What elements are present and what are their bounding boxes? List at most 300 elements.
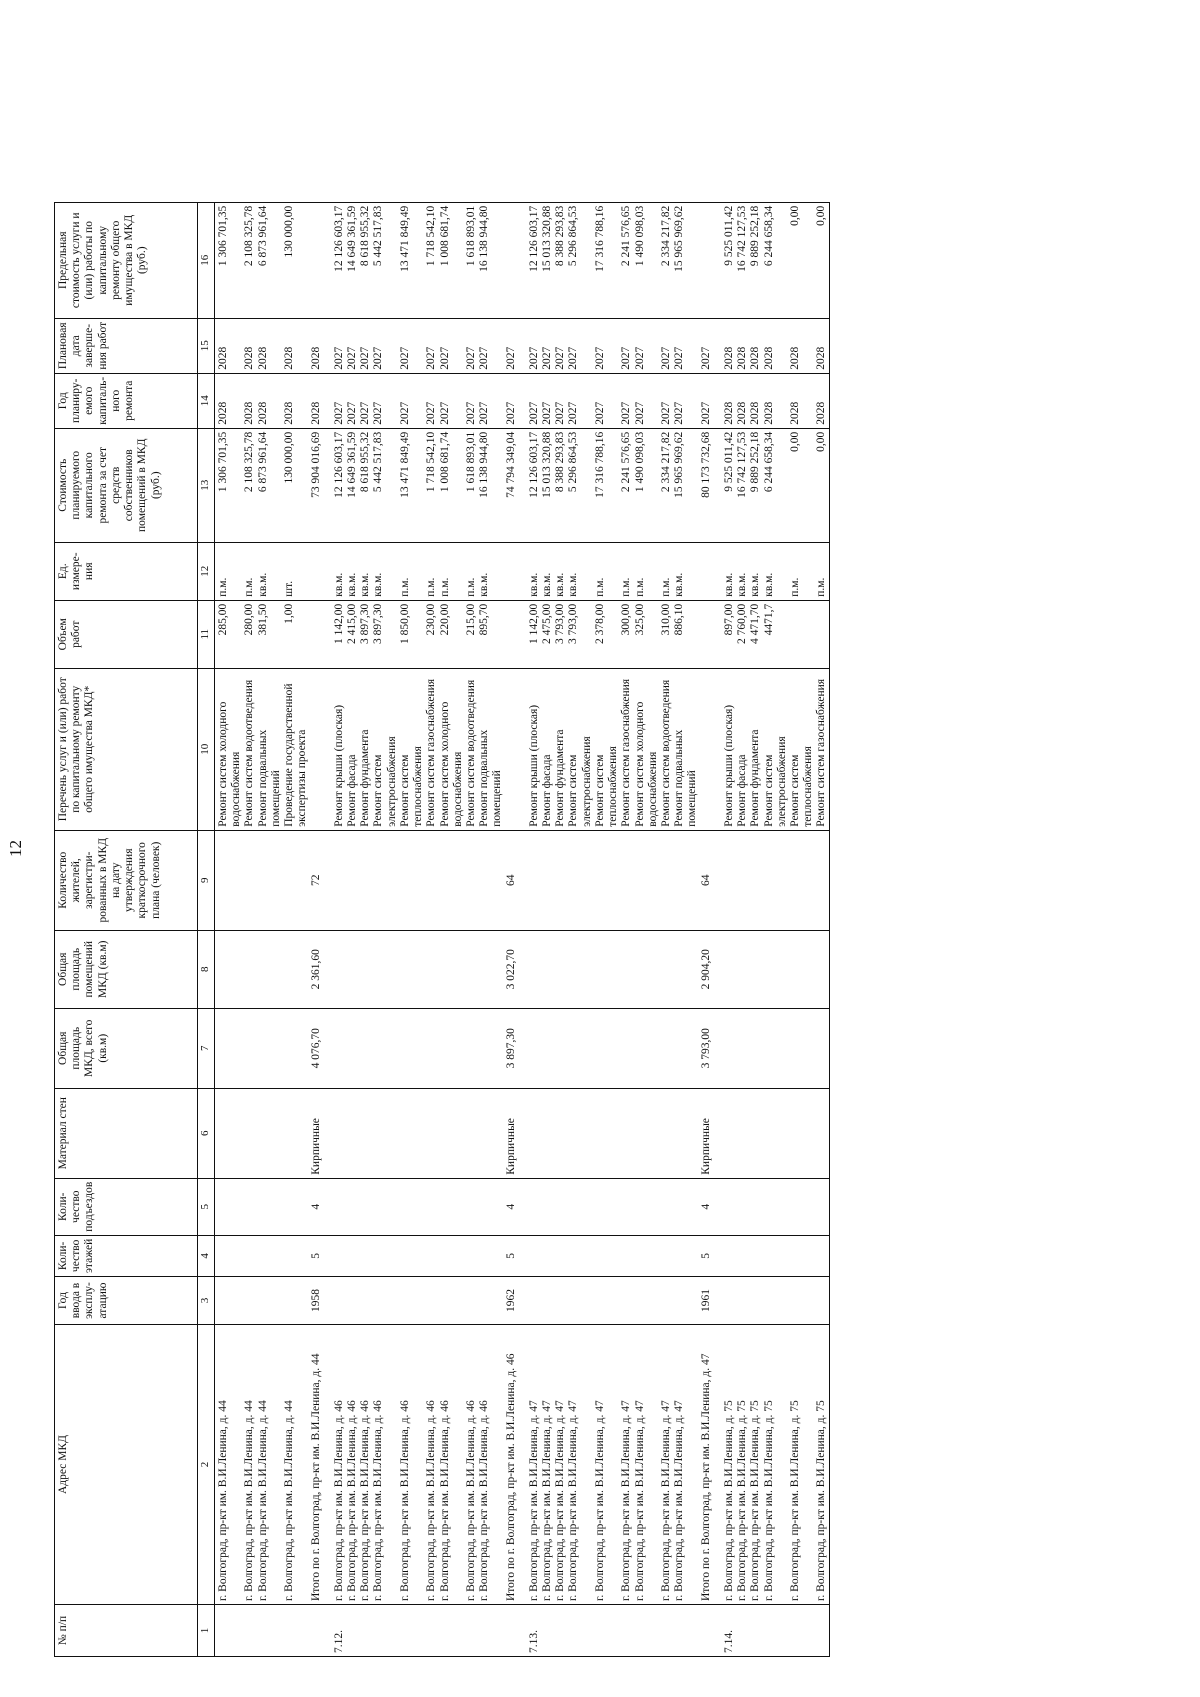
table-cell — [372, 930, 398, 1008]
table-cell: 16 138 944,80 — [478, 202, 504, 318]
column-number: 13 — [198, 428, 215, 542]
table-cell — [673, 930, 699, 1008]
table-cell — [567, 930, 593, 1008]
spacer-cell — [518, 930, 528, 1008]
spacer-cell — [323, 1008, 333, 1088]
table-cell — [620, 1008, 633, 1088]
table-cell: 2 760,00 — [736, 600, 749, 668]
table-cell: 2027 — [541, 318, 554, 373]
table-cell — [372, 1008, 398, 1088]
table-cell — [425, 930, 438, 1008]
table-cell: 2027 — [439, 318, 465, 373]
table-cell — [333, 1235, 346, 1276]
table-cell — [749, 1277, 762, 1325]
table-row — [333, 202, 346, 1656]
table-row — [399, 202, 425, 1656]
table-cell: 1 718 542,10 — [425, 428, 438, 542]
table-cell: г. Волгоград, пр-кт им. В.И.Ленина, д. 44 — [243, 1325, 256, 1605]
table-cell — [478, 1088, 504, 1178]
table-cell: кв.м. — [528, 542, 541, 600]
table-cell: Ремонт фасада — [736, 668, 749, 830]
table-cell: 2028 — [723, 373, 736, 428]
table-cell: 5 — [700, 1235, 713, 1276]
table-cell — [541, 1277, 554, 1325]
table-row — [554, 202, 567, 1656]
table-cell: 1962 — [505, 1277, 518, 1325]
table-cell: 1 618 893,01 — [465, 428, 478, 542]
table-cell: 300,00 — [620, 600, 633, 668]
table-cell — [789, 930, 815, 1008]
table-cell — [425, 1008, 438, 1088]
table-row — [478, 202, 504, 1656]
table-cell: 2 334 217,82 — [660, 202, 673, 318]
table-cell — [620, 930, 633, 1008]
table-cell — [346, 830, 359, 930]
table-cell — [478, 1277, 504, 1325]
table-cell: г. Волгоград, пр-кт им. В.И.Ленина, д. 47 — [620, 1325, 633, 1605]
table-cell: Ремонт систем теплоснабжения — [594, 668, 620, 830]
table-cell — [749, 830, 762, 930]
table-cell — [505, 1605, 518, 1657]
table-cell — [372, 1178, 398, 1235]
table-cell — [425, 1277, 438, 1325]
table-cell — [465, 1008, 478, 1088]
spacer-cell — [713, 542, 723, 600]
table-cell — [723, 830, 736, 930]
page-number: 12 — [6, 840, 25, 857]
table-cell — [789, 1605, 815, 1657]
column-header: Материал стен — [55, 1088, 198, 1178]
table-cell — [425, 1088, 438, 1178]
table-cell: 2027 — [372, 318, 398, 373]
spacer-cell — [713, 830, 723, 930]
table-cell: 2027 — [554, 318, 567, 373]
table-cell — [283, 1277, 309, 1325]
table-cell — [257, 1178, 283, 1235]
table-cell — [505, 542, 518, 600]
table-cell: 2028 — [283, 373, 309, 428]
table-cell — [283, 1178, 309, 1235]
table-cell — [257, 1008, 283, 1088]
spacer-cell — [323, 428, 333, 542]
table-cell: Ремонт систем газоснабжения — [620, 668, 633, 830]
column-header: Объем работ — [55, 600, 198, 668]
table-cell — [310, 542, 323, 600]
table-cell: 2028 — [310, 373, 323, 428]
table-cell: г. Волгоград, пр-кт им. В.И.Ленина, д. 46 — [346, 1325, 359, 1605]
table-cell — [736, 830, 749, 930]
table-cell — [594, 1088, 620, 1178]
table-cell — [789, 1178, 815, 1235]
table-cell: 2 378,00 — [594, 600, 620, 668]
table-cell — [478, 830, 504, 930]
table-cell: 73 904 016,69 — [310, 428, 323, 542]
spacer-cell — [713, 1008, 723, 1088]
table-cell: 220,00 — [439, 600, 465, 668]
table-cell — [283, 930, 309, 1008]
repair-plan-table — [54, 202, 830, 1657]
table-cell — [567, 1088, 593, 1178]
table-cell: 2027 — [465, 373, 478, 428]
table-cell — [425, 1605, 438, 1657]
table-cell — [634, 1605, 660, 1657]
table-cell: 2 361,60 — [310, 930, 323, 1008]
table-cell: 1961 — [700, 1277, 713, 1325]
table-cell — [815, 830, 829, 930]
table-cell — [333, 930, 346, 1008]
table-cell: 2028 — [243, 373, 256, 428]
spacer-cell — [713, 1325, 723, 1605]
table-cell — [346, 930, 359, 1008]
spacer-cell — [518, 600, 528, 668]
table-cell: 2 108 325,78 — [243, 428, 256, 542]
column-number: 4 — [198, 1235, 215, 1276]
table-cell — [215, 830, 244, 930]
spacer-cell — [713, 668, 723, 830]
table-cell: 2028 — [283, 318, 309, 373]
table-cell — [749, 1178, 762, 1235]
table-cell: 3 793,00 — [554, 600, 567, 668]
table-cell: г. Волгоград, пр-кт им. В.И.Ленина, д. 75 — [749, 1325, 762, 1605]
table-row — [346, 202, 359, 1656]
table-cell — [257, 930, 283, 1008]
table-cell: 1 850,00 — [399, 600, 425, 668]
table-cell — [763, 1277, 789, 1325]
column-number: 16 — [198, 202, 215, 318]
table-cell: п.м. — [439, 542, 465, 600]
table-cell — [478, 1235, 504, 1276]
spacer-cell — [713, 930, 723, 1008]
table-cell: шт. — [283, 542, 309, 600]
table-cell: Ремонт систем водоотведения — [660, 668, 673, 830]
table-cell: 2027 — [528, 318, 541, 373]
table-cell — [567, 1178, 593, 1235]
table-cell: 2 904,20 — [700, 930, 713, 1008]
table-cell — [594, 1605, 620, 1657]
spacer-cell — [518, 1325, 528, 1605]
table-cell: 2028 — [215, 318, 244, 373]
table-cell: Ремонт систем теплоснабжения — [789, 668, 815, 830]
table-cell — [465, 930, 478, 1008]
table-cell — [372, 830, 398, 930]
table-cell — [620, 1277, 633, 1325]
table-cell — [815, 1605, 829, 1657]
table-cell — [399, 1235, 425, 1276]
table-cell — [257, 1605, 283, 1657]
table-cell: 381,50 — [257, 600, 283, 668]
column-header: Количество жителей, зарегистри-рованных в МКД на дату утверждения краткосрочного плана (человек) — [55, 830, 198, 930]
table-cell — [359, 1605, 372, 1657]
table-cell — [333, 1277, 346, 1325]
table-cell — [215, 1088, 244, 1178]
table-cell — [660, 830, 673, 930]
table-cell — [215, 1235, 244, 1276]
spacer-cell — [323, 1325, 333, 1605]
table-cell: 5 442 517,83 — [372, 428, 398, 542]
table-row — [359, 202, 372, 1656]
table-cell: 2 241 576,65 — [620, 428, 633, 542]
table-cell — [723, 1235, 736, 1276]
table-cell: 2027 — [660, 373, 673, 428]
table-cell — [541, 830, 554, 930]
table-cell: Ремонт фундамента — [554, 668, 567, 830]
table-cell — [620, 1178, 633, 1235]
table-cell — [283, 1235, 309, 1276]
table-cell — [763, 1605, 789, 1657]
table-cell: 13 471 849,49 — [399, 202, 425, 318]
table-cell: 2 475,00 — [541, 600, 554, 668]
table-cell: 3 897,30 — [372, 600, 398, 668]
spacer-cell — [323, 1178, 333, 1235]
table-cell: 74 794 349,04 — [505, 428, 518, 542]
table-cell — [399, 1605, 425, 1657]
table-cell: п.м. — [425, 542, 438, 600]
column-number: 14 — [198, 373, 215, 428]
table-body — [215, 202, 830, 1656]
table-cell: Ремонт подвальных помещений — [478, 668, 504, 830]
table-cell: Ремонт систем газоснабжения — [425, 668, 438, 830]
table-cell — [789, 1008, 815, 1088]
table-cell — [736, 1178, 749, 1235]
table-cell: г. Волгоград, пр-кт им. В.И.Ленина, д. 75 — [815, 1325, 829, 1605]
table-cell — [439, 1605, 465, 1657]
table-cell — [541, 1008, 554, 1088]
table-cell: 215,00 — [465, 600, 478, 668]
table-cell: 5 296 864,53 — [567, 202, 593, 318]
table-cell: Кирпичные — [505, 1088, 518, 1178]
table-cell — [541, 930, 554, 1008]
table-cell — [243, 1178, 256, 1235]
table-cell — [439, 1277, 465, 1325]
table-cell — [620, 830, 633, 930]
table-cell — [673, 1008, 699, 1088]
table-cell: 15 013 320,88 — [541, 202, 554, 318]
table-cell: 3 897,30 — [505, 1008, 518, 1088]
table-cell: 4 471,70 — [749, 600, 762, 668]
table-cell — [333, 1088, 346, 1178]
table-cell — [359, 1008, 372, 1088]
table-cell: 4 — [310, 1178, 323, 1235]
table-cell: 2028 — [736, 318, 749, 373]
table-cell — [310, 202, 323, 318]
table-cell: 7.12. — [333, 1605, 346, 1657]
table-cell — [528, 1235, 541, 1276]
table-cell — [749, 930, 762, 1008]
table-cell — [283, 1008, 309, 1088]
table-cell: 2028 — [215, 373, 244, 428]
table-cell: 15 965 969,62 — [673, 428, 699, 542]
spacer-cell — [713, 1235, 723, 1276]
spacer-cell — [518, 1277, 528, 1325]
table-cell: 2028 — [815, 318, 829, 373]
table-cell — [465, 1277, 478, 1325]
table-cell — [257, 830, 283, 930]
table-cell: г. Волгоград, пр-кт им. В.И.Ленина, д. 75 — [763, 1325, 789, 1605]
table-cell — [505, 600, 518, 668]
table-cell: г. Волгоград, пр-кт им. В.И.Ленина, д. 47 — [541, 1325, 554, 1605]
spacer-cell — [323, 202, 333, 318]
table-cell — [567, 1605, 593, 1657]
table-cell — [763, 1088, 789, 1178]
table-cell: 2027 — [425, 373, 438, 428]
table-cell: 2027 — [541, 373, 554, 428]
table-row — [736, 202, 749, 1656]
table-cell: Ремонт подвальных помещений — [257, 668, 283, 830]
table-cell: г. Волгоград, пр-кт им. В.И.Ленина, д. 47 — [660, 1325, 673, 1605]
table-row — [763, 202, 789, 1656]
column-header: Общая площадь МКД, всего (кв.м) — [55, 1008, 198, 1088]
table-cell — [346, 1277, 359, 1325]
table-cell: 2027 — [359, 318, 372, 373]
table-cell: Ремонт систем газоснабжения — [815, 668, 829, 830]
table-cell: 2027 — [439, 373, 465, 428]
table-cell: кв.м. — [359, 542, 372, 600]
table-cell — [789, 1277, 815, 1325]
table-cell: кв.м. — [723, 542, 736, 600]
table-cell — [215, 1605, 244, 1657]
table-cell — [763, 1235, 789, 1276]
table-cell — [541, 1088, 554, 1178]
table-cell — [660, 1008, 673, 1088]
table-cell — [399, 1277, 425, 1325]
table-cell: 886,10 — [673, 600, 699, 668]
table-cell: 1 618 893,01 — [465, 202, 478, 318]
spacer-cell — [518, 202, 528, 318]
table-cell — [243, 930, 256, 1008]
table-cell: 2027 — [673, 318, 699, 373]
table-cell: г. Волгоград, пр-кт им. В.И.Ленина, д. 44 — [283, 1325, 309, 1605]
table-cell: 2027 — [594, 373, 620, 428]
table-cell: 2027 — [567, 318, 593, 373]
table-cell — [439, 830, 465, 930]
table-cell — [749, 1008, 762, 1088]
table-cell: г. Волгоград, пр-кт им. В.И.Ленина, д. 47 — [594, 1325, 620, 1605]
table-cell: кв.м. — [346, 542, 359, 600]
table-cell — [673, 830, 699, 930]
table-cell — [815, 930, 829, 1008]
table-cell: г. Волгоград, пр-кт им. В.И.Ленина, д. 46 — [478, 1325, 504, 1605]
table-cell: 5 — [505, 1235, 518, 1276]
table-cell — [215, 930, 244, 1008]
table-cell — [634, 1008, 660, 1088]
table-cell — [283, 1605, 309, 1657]
table-row — [505, 202, 518, 1656]
table-cell: 2027 — [567, 373, 593, 428]
table-cell — [399, 830, 425, 930]
table-cell — [439, 1088, 465, 1178]
table-row — [749, 202, 762, 1656]
table-cell: п.м. — [399, 542, 425, 600]
spacer-cell — [518, 542, 528, 600]
table-cell — [736, 1277, 749, 1325]
table-cell — [465, 1178, 478, 1235]
table-cell: Итого по г. Волгоград, пр-кт им. В.И.Ленина, д. 46 — [505, 1325, 518, 1605]
table-cell — [723, 1178, 736, 1235]
table-cell: 14 649 361,59 — [346, 428, 359, 542]
spacer-cell — [518, 428, 528, 542]
table-cell — [346, 1605, 359, 1657]
column-header: № п/п — [55, 1605, 198, 1657]
table-cell: 2027 — [399, 318, 425, 373]
spacer-cell — [713, 318, 723, 373]
table-cell — [439, 1008, 465, 1088]
table-cell: 16 138 944,80 — [478, 428, 504, 542]
table-cell: 4 — [700, 1178, 713, 1235]
table-cell — [243, 830, 256, 930]
table-cell: Кирпичные — [310, 1088, 323, 1178]
table-cell: 12 126 603,17 — [333, 202, 346, 318]
spacer-cell — [518, 1178, 528, 1235]
table-cell: 4 076,70 — [310, 1008, 323, 1088]
table-cell — [700, 1605, 713, 1657]
table-cell — [310, 600, 323, 668]
table-cell: 1 142,00 — [528, 600, 541, 668]
table-cell: г. Волгоград, пр-кт им. В.И.Ленина, д. 46 — [439, 1325, 465, 1605]
table-cell — [660, 1178, 673, 1235]
table-cell: 2027 — [333, 318, 346, 373]
column-number: 8 — [198, 930, 215, 1008]
table-cell: 2 334 217,82 — [660, 428, 673, 542]
table-cell — [634, 930, 660, 1008]
table-row — [283, 202, 309, 1656]
table-cell — [763, 1178, 789, 1235]
header-row — [55, 202, 198, 1656]
table-cell — [215, 1178, 244, 1235]
table-cell — [359, 1178, 372, 1235]
table-cell: Ремонт систем холодного водоснабжения — [439, 668, 465, 830]
table-cell: 12 126 603,17 — [528, 428, 541, 542]
table-cell — [478, 1605, 504, 1657]
table-cell: 1958 — [310, 1277, 323, 1325]
table-cell: 2027 — [333, 373, 346, 428]
table-cell: 3 022,70 — [505, 930, 518, 1008]
table-cell: 2027 — [620, 373, 633, 428]
table-cell — [736, 1088, 749, 1178]
table-cell — [620, 1235, 633, 1276]
table-cell — [620, 1088, 633, 1178]
table-cell: кв.м. — [763, 542, 789, 600]
table-cell: 2028 — [749, 373, 762, 428]
table-cell — [554, 1178, 567, 1235]
table-cell: Ремонт фундамента — [359, 668, 372, 830]
table-cell — [528, 830, 541, 930]
table-cell — [243, 1088, 256, 1178]
table-cell — [736, 1008, 749, 1088]
table-cell — [399, 1008, 425, 1088]
table-cell — [346, 1008, 359, 1088]
table-cell — [660, 1605, 673, 1657]
table-cell: 2027 — [359, 373, 372, 428]
table-cell: 2027 — [505, 373, 518, 428]
table-cell: 6 244 658,34 — [763, 428, 789, 542]
table-cell — [634, 1178, 660, 1235]
table-cell — [789, 830, 815, 930]
table-cell: 8 388 293,83 — [554, 202, 567, 318]
table-cell — [567, 830, 593, 930]
table-cell — [567, 1277, 593, 1325]
table-cell — [243, 1277, 256, 1325]
table-cell: п.м. — [243, 542, 256, 600]
table-cell — [660, 1235, 673, 1276]
table-cell: 1 490 098,03 — [634, 202, 660, 318]
table-cell: Кирпичные — [700, 1088, 713, 1178]
table-cell: 2028 — [789, 373, 815, 428]
table-cell: 2 108 325,78 — [243, 202, 256, 318]
table-cell: 2027 — [594, 318, 620, 373]
table-cell: Ремонт крыши (плоская) — [333, 668, 346, 830]
table-cell: п.м. — [660, 542, 673, 600]
table-cell: п.м. — [594, 542, 620, 600]
